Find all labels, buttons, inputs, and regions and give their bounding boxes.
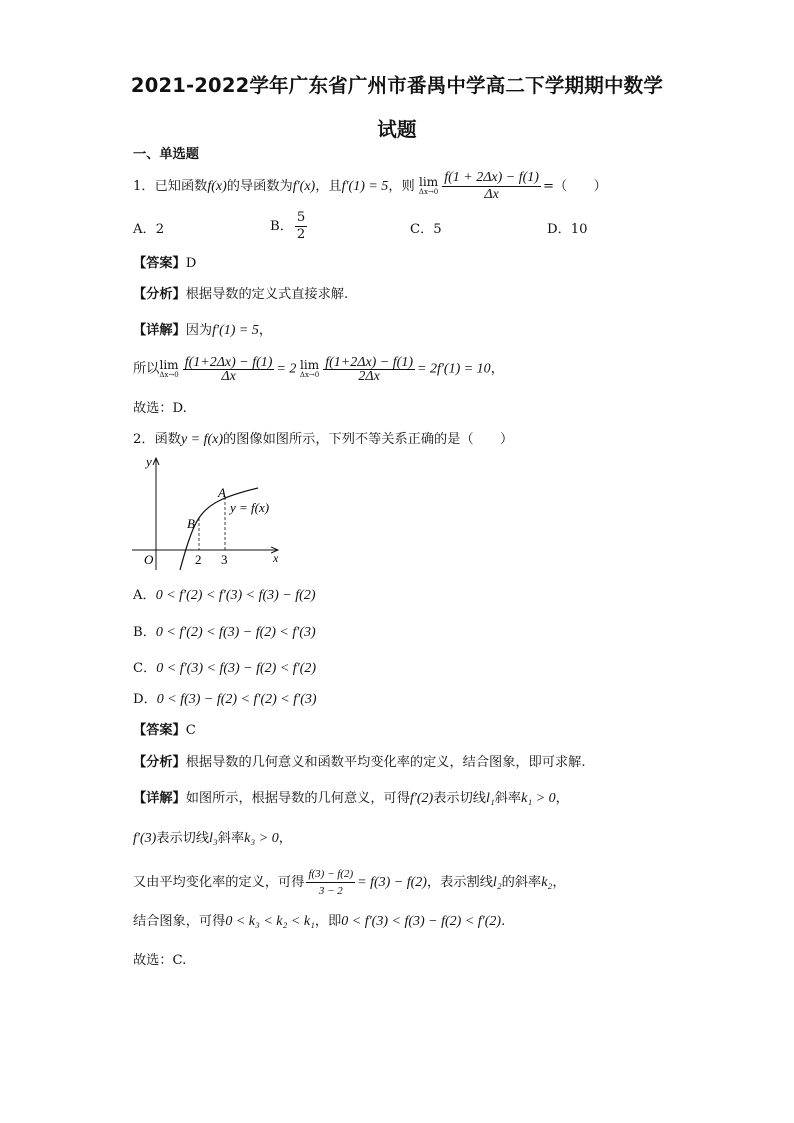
q1-fpx: f′(x) — [292, 179, 316, 194]
q2-detail-text-g: ， — [278, 831, 292, 846]
q2-avg-num: f(3) − f(2) — [306, 866, 355, 883]
q1-detail-text-a: 因为 — [185, 323, 213, 338]
q2-detail-text-f: 斜率 — [217, 831, 245, 846]
q1-option-b-fraction — [295, 210, 307, 243]
q1-choose: 故选：D. — [133, 401, 187, 416]
q2-detail-f3: f′(3) — [133, 831, 157, 846]
q1-option-b-num: 5 — [296, 210, 306, 225]
q1-limit — [419, 177, 438, 196]
q2-detail-l1: l₁ — [485, 791, 495, 806]
q2-detail-l3: l₃ — [209, 831, 218, 846]
graph-tick-3: 3 — [221, 552, 228, 567]
q2-stem-text-a: 2．函数 — [133, 432, 181, 447]
graph-curve-label: y = f(x) — [230, 500, 270, 515]
q1-option-b-den: 2 — [296, 227, 306, 242]
graph-tick-2: 2 — [195, 552, 202, 567]
q1-sol-lim-word-1: lim — [159, 358, 179, 372]
q1-sol-den-1: Δx — [221, 369, 236, 384]
q2-analysis-tag: 【分析】 — [133, 755, 186, 770]
q2-line4-text-b: ，即 — [314, 914, 342, 929]
q1-analysis-tag: 【分析】 — [133, 287, 186, 302]
q1-so: 所以 — [133, 361, 160, 377]
q1-sol-limit-1 — [159, 360, 178, 379]
q2-ineq2: 0 < f′(3) < f(3) − f(2) < f′(2) — [341, 914, 502, 929]
q2-detail-text-d: ， — [555, 791, 569, 806]
q2-option-a-text: 0 < f′(2) < f′(3) < f(3) − f(2) — [155, 588, 316, 603]
q1-solution — [133, 356, 504, 383]
q2-detail-line1 — [133, 790, 569, 808]
q1-sol-lim-sub-2: Δx→0 — [299, 371, 320, 379]
q2-ineq1: 0 < k₃ < k₂ < k₁ — [225, 914, 315, 929]
q1-detail-tag: 【详解】 — [133, 323, 186, 338]
q1-detail — [133, 322, 272, 340]
q2-line3-text-b: ，表示割线 — [426, 875, 493, 890]
q2-line3-text-c: 的斜率 — [501, 875, 542, 890]
q2-detail-tag: 【详解】 — [133, 791, 186, 806]
q1-sol-end: = 2f′(1) = 10 — [417, 361, 491, 377]
q2-detail-text-c: 斜率 — [494, 791, 522, 806]
q2-stem-text-b: 的图像如图所示，下列不等关系正确的是（ ） — [223, 432, 514, 447]
q2-option-b — [133, 624, 316, 642]
q1-given: f′(1) = 5 — [341, 179, 389, 194]
q1-stem-text-b: 的导函数为 — [226, 179, 293, 194]
q2-line3-text-d: ， — [552, 875, 566, 890]
q1-sol-den-2: 2Δx — [358, 369, 380, 384]
graph-label-point-b: B — [187, 516, 195, 531]
q1-analysis — [133, 286, 348, 304]
q1-stem-text-a: 1．已知函数 — [133, 179, 208, 194]
q1-stem — [133, 170, 607, 203]
q1-fraction — [442, 170, 541, 203]
q2-answer-tag: 【答案】 — [133, 723, 186, 738]
q1-sol-eq2: = 2 — [276, 361, 297, 377]
q2-stem — [133, 431, 513, 449]
q1-numerator: f(1 + 2Δx) − f(1) — [444, 170, 539, 185]
q2-option-a-label: A． — [133, 588, 156, 603]
q1-sol-fraction-1 — [183, 356, 275, 383]
q1-detail-given: f′(1) = 5 — [212, 323, 259, 338]
q1-answer-tag: 【答案】 — [133, 256, 186, 271]
q2-detail-text-b: 表示切线 — [433, 791, 486, 806]
section-heading: 一、单选题 — [133, 147, 199, 162]
q2-line4-text-c: . — [501, 914, 506, 929]
q2-detail-line3 — [133, 866, 566, 899]
q2-choose: 故选：C. — [133, 953, 187, 968]
q2-detail-k3: k₃ > 0 — [244, 831, 279, 846]
graph-label-origin: O — [144, 552, 154, 567]
q2-detail-text-e: 表示切线 — [156, 831, 210, 846]
q1-lim-sub: Δx→0 — [418, 188, 439, 196]
q2-option-b-label: B． — [133, 625, 156, 640]
q2-detail-f2: f′(2) — [409, 791, 434, 806]
q2-option-d — [133, 691, 317, 709]
q2-function-graph — [128, 452, 288, 574]
q1-option-a: A．2 — [133, 222, 165, 237]
q1-fx: f(x) — [207, 179, 227, 194]
q2-option-d-label: D． — [133, 692, 157, 707]
q2-avg-den: 3 − 2 — [318, 885, 343, 897]
q2-answer-value: C — [185, 723, 196, 738]
q2-analysis-text: 根据导数的几何意义和函数平均变化率的定义，结合图象，即可求解. — [185, 755, 586, 770]
q1-answer — [133, 255, 196, 273]
q1-answer-value: D — [185, 256, 197, 271]
q1-detail-text-b: ， — [258, 323, 273, 338]
graph-label-x: x — [273, 551, 279, 565]
q1-stem-text-d: ，则 — [388, 179, 415, 194]
q1-option-d: D．10 — [547, 222, 588, 237]
q2-option-c-text: 0 < f′(3) < f(3) − f(2) < f′(2) — [156, 661, 317, 676]
q1-sol-num-2: f(1+2Δx) − f(1) — [325, 355, 414, 370]
graph-label-point-a: A — [218, 485, 226, 500]
q2-option-b-text: 0 < f′(2) < f(3) − f(2) < f′(3) — [155, 625, 316, 640]
q2-func: y = f(x) — [180, 432, 224, 447]
document-title-line1: 2021-2022学年广东省广州市番禺中学高二下学期期中数学 — [130, 74, 664, 97]
q2-line4-text-a: 结合图象，可得 — [133, 914, 226, 929]
q1-option-b-label: B． — [270, 219, 293, 234]
q2-detail-line2 — [133, 830, 292, 848]
q2-line3-l2: l₂ — [492, 875, 502, 890]
q2-detail-k1: k₁ > 0 — [521, 791, 556, 806]
q2-option-a — [133, 587, 316, 605]
q2-option-d-text: 0 < f(3) − f(2) < f′(2) < f′(3) — [156, 692, 317, 707]
q2-line3-k2: k₂ — [541, 875, 553, 890]
q1-sol-comma: ， — [490, 361, 504, 377]
q2-detail-text-a: 如图所示，根据导数的几何意义，可得 — [185, 791, 410, 806]
q2-answer — [133, 722, 196, 740]
q1-denominator: Δx — [484, 187, 499, 202]
document-title-line2: 试题 — [377, 118, 417, 141]
q2-line3-text-a: 又由平均变化率的定义，可得 — [133, 875, 305, 890]
q2-option-c — [133, 660, 316, 678]
q2-analysis — [133, 754, 586, 772]
q1-lim-word: lim — [419, 175, 439, 189]
q1-option-b — [270, 210, 309, 243]
q1-sol-lim-word-2: lim — [300, 358, 320, 372]
q2-detail-line4 — [133, 913, 505, 931]
q2-avg-eq: = f(3) − f(2) — [357, 875, 427, 890]
q1-option-c: C．5 — [410, 222, 442, 237]
q1-stem-text-c: ，且 — [315, 179, 342, 194]
q2-option-c-label: C． — [133, 661, 157, 676]
q1-sol-lim-sub-1: Δx→0 — [159, 371, 179, 379]
q1-analysis-text: 根据导数的定义式直接求解. — [185, 287, 349, 302]
q1-sol-fraction-2 — [323, 356, 415, 383]
graph-label-y: y — [146, 454, 152, 469]
q1-sol-num-1: f(1+2Δx) − f(1) — [184, 355, 273, 370]
q1-sol-limit-2 — [300, 360, 319, 379]
q1-blank: =（ ） — [542, 179, 607, 194]
q2-avg-fraction — [306, 866, 355, 899]
